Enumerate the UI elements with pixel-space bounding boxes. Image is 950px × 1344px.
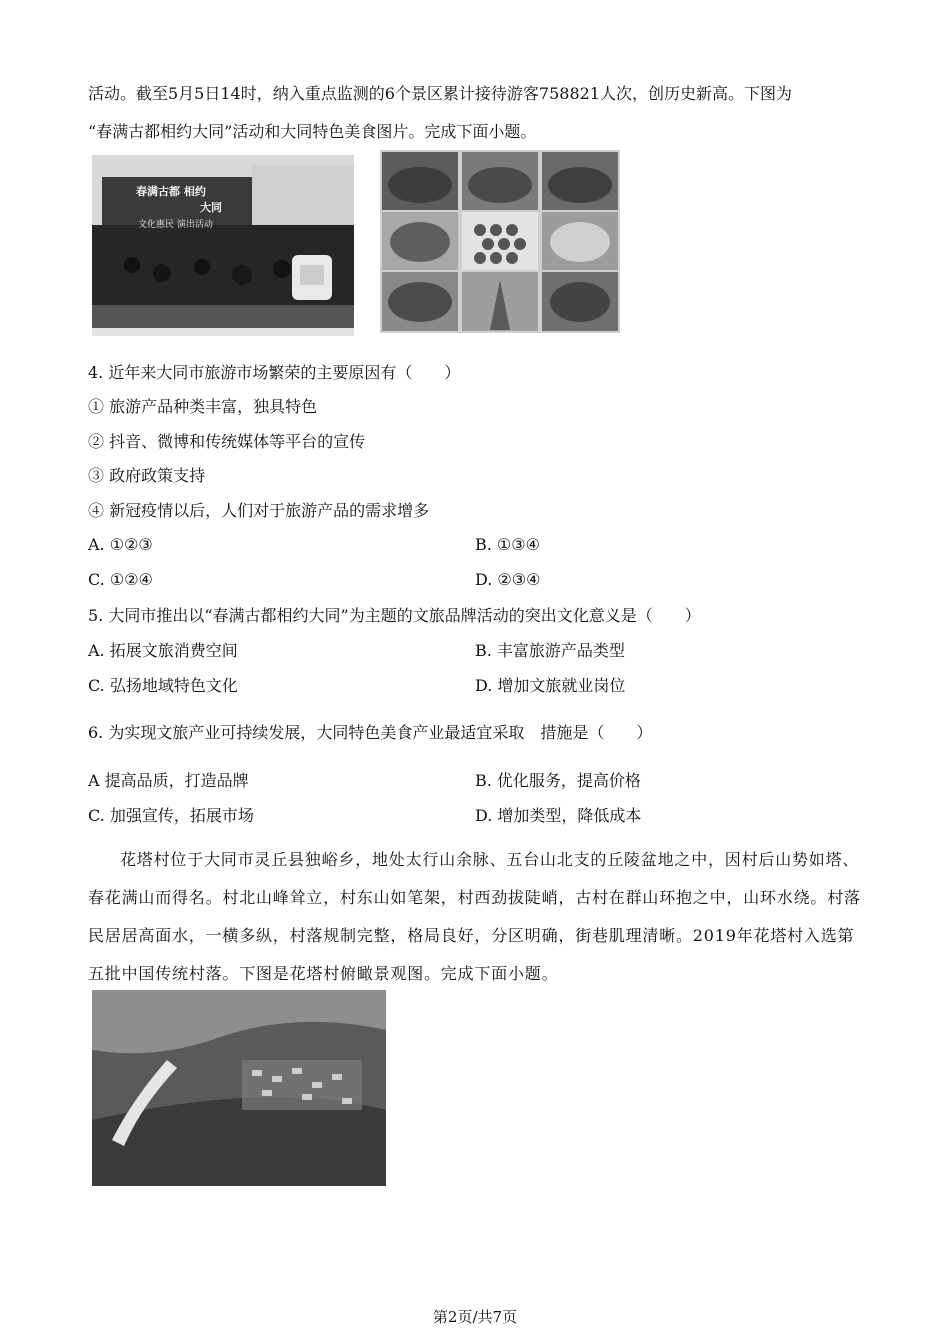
q4-item-1: ① 旅游产品种类丰富，独具特色 xyxy=(88,397,318,416)
banner-title-1: 春满古都 相约 xyxy=(136,185,206,198)
q5-option-d[interactable]: D. 增加文旅就业岗位 xyxy=(475,676,626,695)
q5-option-c[interactable]: C. 弘扬地域特色文化 xyxy=(88,676,238,695)
passage-huata-village: 花塔村位于大同市灵丘县独峪乡，地处太行山余脉、五台山北支的丘陵盆地之中，因村后山势如塔、春花满山而得名。村北山峰耸立，村东山如笔架，村西劲拔陡峭，古村在群山环抱之中，山环水绕。村落民居居高面水，一横多纵，村落规制完整，格局良好，分区明确，街巷肌理清晰。2019年花塔村入选第五批中国传统村落。下图是花塔村俯瞰景观图。完成下面小题。 xyxy=(88,850,861,983)
q6-option-d[interactable]: D. 增加类型，降低成本 xyxy=(475,806,642,825)
q6-option-c[interactable]: C. 加强宣传，拓展市场 xyxy=(88,806,254,825)
q4-item-4: ④ 新冠疫情以后，人们对于旅游产品的需求增多 xyxy=(88,501,430,520)
banner-title-2: 大同 xyxy=(200,201,222,214)
q4-option-a[interactable]: A. ①②③ xyxy=(88,535,153,554)
intro-line-1: 活动。截至5月5日14时，纳入重点监测的6个景区累计接待游客758821人次，创历史新高。下图为 xyxy=(88,84,792,103)
banner-subtitle: 文化惠民 演出活动 xyxy=(138,220,213,230)
q5-stem: 5. 大同市推出以“春满古都相约大同”为主题的文旅品牌活动的突出文化意义是（ ） xyxy=(88,606,701,625)
q4-option-d[interactable]: D. ②③④ xyxy=(475,570,541,589)
q5-option-b[interactable]: B. 丰富旅游产品类型 xyxy=(475,641,625,660)
q6-option-a[interactable]: A 提高品质，打造品牌 xyxy=(88,771,249,790)
page-footer: 第2页/共7页 xyxy=(432,1308,518,1326)
q4-stem: 4. 近年来大同市旅游市场繁荣的主要原因有（ ） xyxy=(88,363,461,382)
photo-caption-blur xyxy=(92,328,354,336)
q6-stem: 6. 为实现文旅产业可持续发展，大同特色美食产业最适宜采取 措施是（ ） xyxy=(88,723,653,742)
village-aerial-photo xyxy=(92,990,386,1186)
q4-option-b[interactable]: B. ①③④ xyxy=(475,535,540,554)
q6-option-b[interactable]: B. 优化服务，提高价格 xyxy=(475,771,641,790)
food-photo xyxy=(380,150,620,333)
performance-photo xyxy=(92,155,354,328)
q5-option-a[interactable]: A. 拓展文旅消费空间 xyxy=(88,641,238,660)
q4-option-c[interactable]: C. ①②④ xyxy=(88,570,153,589)
q4-item-2: ② 抖音、微博和传统媒体等平台的宣传 xyxy=(88,432,366,451)
intro-line-2: “春满古都相约大同”活动和大同特色美食图片。完成下面小题。 xyxy=(88,122,537,141)
q4-item-3: ③ 政府政策支持 xyxy=(88,466,206,485)
